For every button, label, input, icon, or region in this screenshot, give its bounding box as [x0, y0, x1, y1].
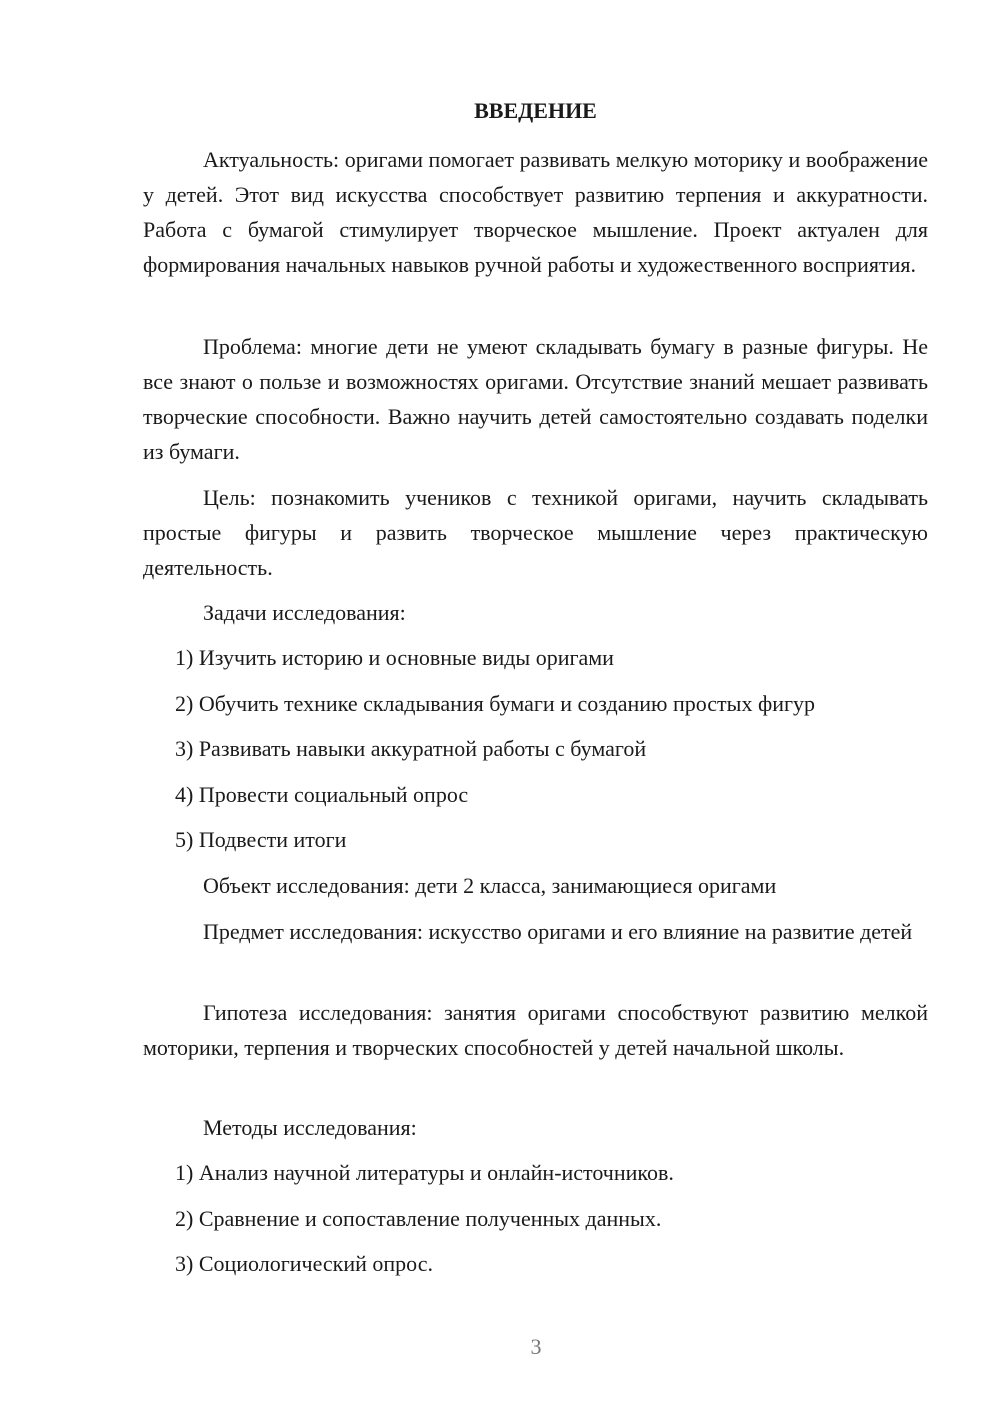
- methods-heading: Методы исследования:: [203, 1115, 417, 1140]
- relevance-paragraph: Актуальность: оригами помогает развивать мелкую моторику и воображение у детей. Этот вид искусства способствует развитию терпения и аккуратности. Работа с бумагой стимулирует творческое мышление. Проект актуален для формирования начальных навыков ручной работы и художественного восприятия.: [143, 147, 928, 277]
- task-item: 1) Изучить историю и основные виды оригами: [175, 645, 614, 670]
- method-item: 3) Социологический опрос.: [175, 1251, 433, 1276]
- page-number: 3: [530, 1334, 542, 1359]
- task-item: 3) Развивать навыки аккуратной работы с бумагой: [175, 736, 647, 761]
- subject-paragraph: Предмет исследования: искусство оригами и его влияние на развитие детей: [203, 919, 913, 944]
- tasks-heading: Задачи исследования:: [203, 600, 406, 625]
- hypothesis-paragraph: Гипотеза исследования: занятия оригами способствуют развитию мелкой моторики, терпения и творческих способностей у детей начальной школы.: [143, 1000, 928, 1060]
- method-item: 1) Анализ научной литературы и онлайн-источников.: [175, 1160, 674, 1185]
- method-item: 2) Сравнение и сопоставление полученных данных.: [175, 1206, 662, 1231]
- object-paragraph: Объект исследования: дети 2 класса, занимающиеся оригами: [203, 873, 777, 898]
- problem-paragraph: Проблема: многие дети не умеют складывать бумагу в разные фигуры. Не все знают о пользе и возможностях оригами. Отсутствие знаний мешает развивать творческие способности. Важно научить детей самостоятельно создавать поделки из бумаги.: [143, 334, 928, 464]
- section-title: ВВЕДЕНИЕ: [474, 98, 597, 123]
- task-item: 5) Подвести итоги: [175, 827, 347, 852]
- task-item: 4) Провести социальный опрос: [175, 782, 469, 807]
- goal-paragraph: Цель: познакомить учеников с техникой оригами, научить складывать простые фигуры и развить творческое мышление через практическую деятельность.: [143, 485, 928, 580]
- task-item: 2) Обучить технике складывания бумаги и созданию простых фигур: [175, 691, 815, 716]
